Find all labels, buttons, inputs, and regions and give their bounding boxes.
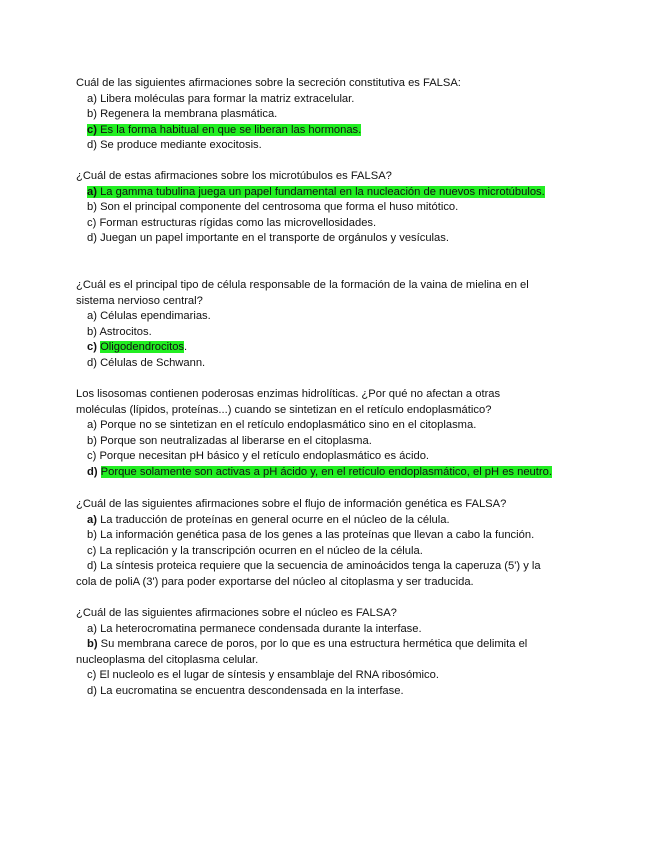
option-b: b) Son el principal componente del centrosoma que forma el huso mitótico.	[87, 201, 459, 214]
option-a: a) La traducción de proteínas en general ocurre en el núcleo de la célula.	[87, 513, 450, 526]
question-text: Cuál de las siguientes afirmaciones sobre la secreción constitutiva es FALSA:	[76, 77, 461, 89]
option-c-highlighted: c) Es la forma habitual en que se liberan las hormonas.	[87, 123, 362, 136]
option-c: c) La replicación y la transcripción ocurren en el núcleo de la célula.	[87, 544, 423, 557]
question-text: ¿Cuál de las siguientes afirmaciones sobre el flujo de información genética es FALSA?	[76, 498, 507, 510]
option-d: d) Se produce mediante exocitosis.	[87, 139, 262, 152]
option-c: c) El nucleolo es el lugar de síntesis y ensamblaje del RNA ribosómico.	[87, 669, 439, 682]
question-text-line-2: sistema nervioso central?	[76, 294, 203, 307]
option-c: c) Porque necesitan pH básico y el retículo endoplasmático es ácido.	[87, 450, 430, 463]
question-3	[76, 278, 576, 372]
option-b: b) Regenera la membrana plasmática.	[87, 108, 278, 121]
option-c: c) Forman estructuras rígidas como las microvellosidades.	[87, 216, 377, 229]
question-5	[76, 497, 576, 591]
option-d-continuation: cola de poliA (3') para poder exportarse del núcleo al citoplasma y ser traducida.	[76, 575, 474, 588]
question-text: ¿Cuál de estas afirmaciones sobre los microtúbulos es FALSA?	[76, 170, 392, 182]
option-b: b) La información genética pasa de los genes a las proteínas que llevan a cabo la función.	[87, 529, 535, 542]
question-text-line-1: ¿Cuál es el principal tipo de célula responsable de la formación de la vaina de mielina en el	[76, 279, 529, 291]
option-a: a) Porque no se sintetizan en el retículo endoplasmático sino en el citoplasma.	[87, 419, 477, 432]
question-2	[76, 169, 576, 247]
question-4	[76, 387, 576, 481]
question-text: ¿Cuál de las siguientes afirmaciones sobre el núcleo es FALSA?	[76, 607, 397, 619]
option-a: a) Libera moléculas para formar la matriz extracelular.	[87, 92, 355, 105]
option-d: d) Células de Schwann.	[87, 356, 206, 369]
option-c-highlighted: c) Oligodendrocitos.	[87, 341, 188, 354]
question-1	[76, 76, 576, 154]
question-text-line-2: moléculas (lípidos, proteínas...) cuando se sintetizan en el retículo endoplasmático?	[76, 403, 492, 416]
question-6	[76, 606, 576, 700]
option-d-highlighted: d) Porque solamente son activas a pH ácido y, en el retículo endoplasmático, el pH es neutro.	[87, 465, 552, 478]
option-d: d) La eucromatina se encuentra descondensada en la interfase.	[87, 684, 404, 697]
option-a: a) La heterocromatina permanece condensada durante la interfase.	[87, 622, 422, 635]
option-b: b) Astrocitos.	[87, 325, 152, 338]
option-a: a) Células ependimarias.	[87, 310, 211, 323]
option-a-highlighted: a) La gamma tubulina juega un papel fundamental en la nucleación de nuevos microtúbulos.	[87, 185, 545, 198]
option-b-continuation: nucleoplasma del citoplasma celular.	[76, 653, 259, 666]
option-d: d) Juegan un papel importante en el transporte de orgánulos y vesículas.	[87, 232, 449, 245]
option-b: b) Su membrana carece de poros, por lo que es una estructura hermética que delimita el	[87, 638, 528, 651]
option-b: b) Porque son neutralizadas al liberarse en el citoplasma.	[87, 434, 372, 447]
question-text-line-1: Los lisosomas contienen poderosas enzimas hidrolíticas. ¿Por qué no afectan a otras	[76, 388, 501, 400]
option-d: d) La síntesis proteica requiere que la secuencia de aminoácidos tenga la caperuza (5') y la	[87, 560, 541, 573]
